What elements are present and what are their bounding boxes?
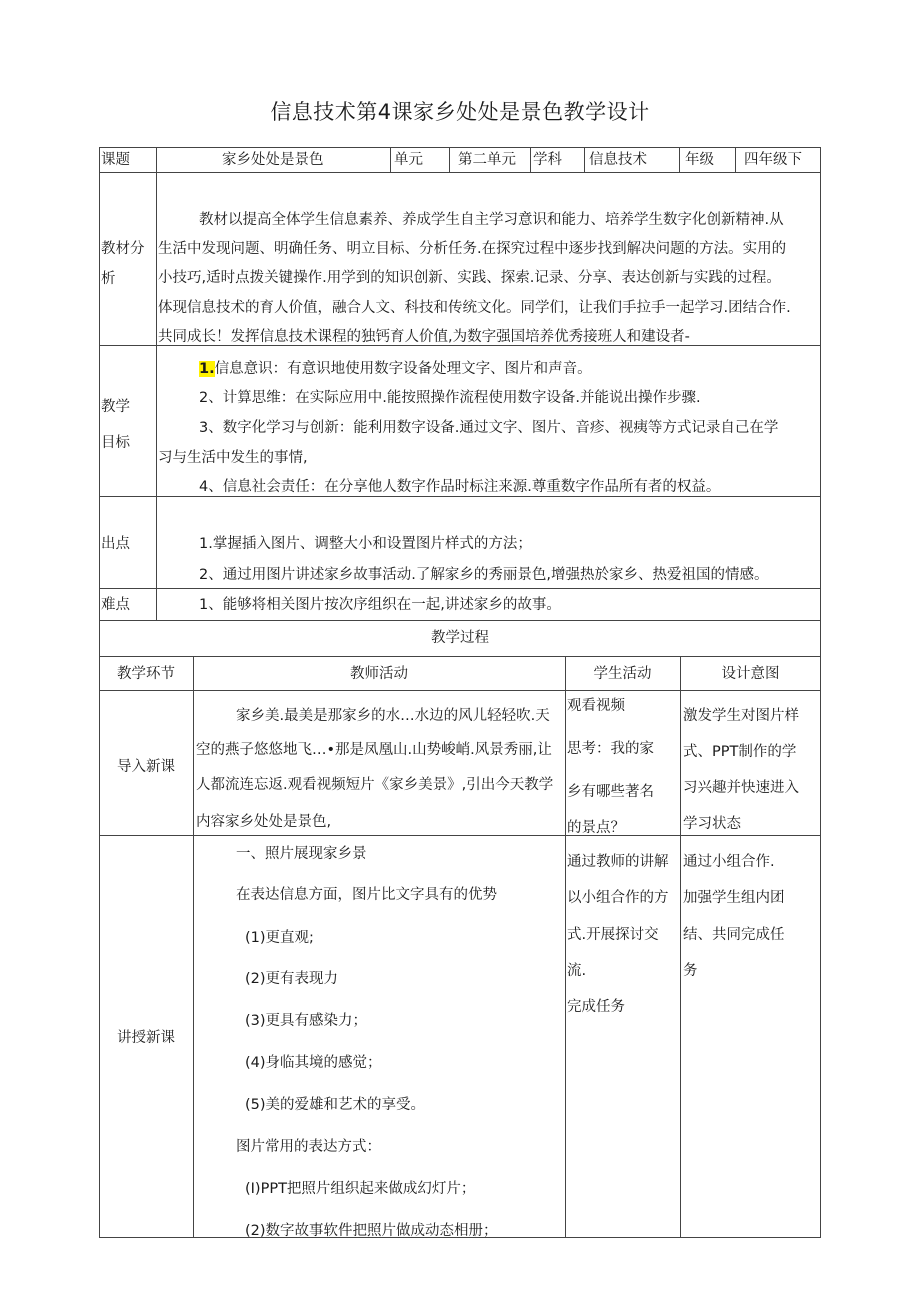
column-header-student: 学生活动 xyxy=(593,666,652,682)
label-difficulty: 难点 xyxy=(101,597,130,613)
column-header-stage: 教学环节 xyxy=(117,666,175,682)
stage-teach: 讲授新课 xyxy=(117,1030,175,1046)
intro-teacher-line: 空的燕子悠悠地飞…•那是凤凰山.山势峻峭.风景秀丽,让 xyxy=(196,742,552,758)
document-title: 信息技术第4课家乡处处是景色教学设计 xyxy=(270,100,650,124)
teach-teacher-line: (I)PPT把照片组织起来做成幻灯片； xyxy=(245,1181,476,1197)
teach-teacher-line: 图片常用的表达方式： xyxy=(236,1139,381,1155)
teach-student-line: 流. xyxy=(567,963,587,979)
teach-teacher-line: (4)身临其境的感觉； xyxy=(245,1055,382,1071)
teach-intent-line: 务 xyxy=(683,963,698,979)
intro-student-line: 思考：我的家 xyxy=(567,741,654,757)
intro-teacher-line: 内容家乡处处是景色, xyxy=(196,814,332,830)
teach-teacher-line: (5)美的爱雄和艺术的享受。 xyxy=(245,1097,426,1113)
subject-value: 信息技术 xyxy=(589,152,647,168)
grade-value: 四年级下 xyxy=(744,152,802,168)
analysis-line: 共同成长！发挥信息技术课程的独钙育人价值,为数字强国培养优秀接班人和建设者- xyxy=(158,329,690,345)
intro-intent-line: 习兴趣并快速进入 xyxy=(683,780,799,796)
teach-teacher-line: 一、照片展现家乡景 xyxy=(236,846,367,862)
analysis-line: 生活中发现问题、明确任务、明立目标、分析任务.在探究过程中逐步找到解决问题的方法。实用的 xyxy=(158,241,787,257)
teach-teacher-line: (2)数字故事软件把照片做成动态相册； xyxy=(245,1223,498,1239)
analysis-line: 教材以提高全体学生信息素养、养成学生自主学习意识和能力、培养学生数字化创新精神.从 xyxy=(199,212,784,228)
intro-teacher-line: 人都流连忘返.观看视频短片《家乡美景》,引出今天教学 xyxy=(196,777,554,793)
teach-student-line: 完成任务 xyxy=(567,999,625,1015)
label-goals-2: 目标 xyxy=(101,435,130,451)
teach-teacher-line: (3)更具有感染力； xyxy=(245,1013,368,1029)
teach-intent-line: 通过小组合作. xyxy=(683,854,775,870)
teach-teacher-line: (2)更有表现力 xyxy=(245,971,339,987)
teach-student-line: 式.开展探讨交 xyxy=(567,927,659,943)
teach-student-line: 通过教师的讲解 xyxy=(567,854,669,870)
course-value: 家乡处处是景色 xyxy=(222,152,324,168)
label-course: 课题 xyxy=(101,152,130,168)
intro-student-line: 乡有哪些著名 xyxy=(567,784,654,800)
teach-intent-line: 结、共同完成任 xyxy=(683,927,785,943)
process-heading: 教学过程 xyxy=(431,630,489,646)
analysis-line: 体现信息技术的育人价值，融合人文、科技和传统文化。同学们，让我们手拉手一起学习.团结合作. xyxy=(158,300,791,316)
label-unit: 单元 xyxy=(394,152,423,168)
analysis-line: 小技巧,适时点拨关键操作.用学到的知识创新、实践、探索.记录、分享、表达创新与实践的过程。 xyxy=(158,270,781,286)
stage-intro: 导入新课 xyxy=(117,759,175,775)
difficulty-item: 1、能够将相关图片按次序组织在一起,讲述家乡的故事。 xyxy=(199,597,561,613)
intro-intent-line: 学习状态 xyxy=(683,816,741,832)
teach-student-line: 以小组合作的方 xyxy=(567,890,669,906)
column-header-teacher: 教师活动 xyxy=(350,666,408,682)
intro-intent-line: 激发学生对图片样 xyxy=(683,708,799,724)
label-subject: 学科 xyxy=(533,152,562,168)
goal-item-1-number: 1. xyxy=(199,361,215,377)
goal-item-1 xyxy=(199,360,592,378)
intro-intent-line: 式、PPT制作的学 xyxy=(683,744,797,760)
goal-item-4: 4、信息社会责任：在分享他人数字作品时标注来源.尊重数字作品所有者的权益。 xyxy=(199,479,721,495)
teach-teacher-line: (1)更直观; xyxy=(245,930,314,946)
goal-item-1-text: 信息意识：有意识地使用数字设备处理文字、图片和声音。 xyxy=(214,361,592,377)
label-analysis-1: 教材分 xyxy=(101,241,145,257)
goal-item-3-cont: 习与生活中发生的事情, xyxy=(158,450,308,466)
teach-intent-line: 加强学生组内团 xyxy=(683,890,785,906)
intro-teacher-line: 家乡美.最美是那家乡的水…水边的风儿轻轻吹.天 xyxy=(236,708,550,724)
column-header-intent: 设计意图 xyxy=(721,666,780,682)
goal-item-2: 2、计算思维：在实际应用中.能按照操作流程使用数字设备.并能说出操作步骤. xyxy=(199,390,701,406)
label-analysis-2: 析 xyxy=(101,271,116,287)
key-point-item: 1.掌握插入图片、调整大小和设置图片样式的方法； xyxy=(199,536,532,552)
teach-teacher-line: 在表达信息方面，图片比文字具有的优势 xyxy=(236,887,497,903)
label-goals-1: 教学 xyxy=(101,399,130,415)
intro-student-line: 观看视频 xyxy=(567,698,625,714)
label-grade: 年级 xyxy=(685,152,714,168)
label-key-points: 出点 xyxy=(101,536,130,552)
intro-student-line: 的景点？ xyxy=(567,820,625,836)
goal-item-3: 3、数字化学习与创新：能利用数字设备.通过文字、图片、音疹、视痍等方式记录自己在学 xyxy=(199,420,779,436)
unit-value: 第二单元 xyxy=(458,152,516,168)
key-point-item: 2、通过用图片讲述家乡故事活动.了解家乡的秀丽景色,增强热於家乡、热爱祖国的情感。 xyxy=(199,567,769,583)
